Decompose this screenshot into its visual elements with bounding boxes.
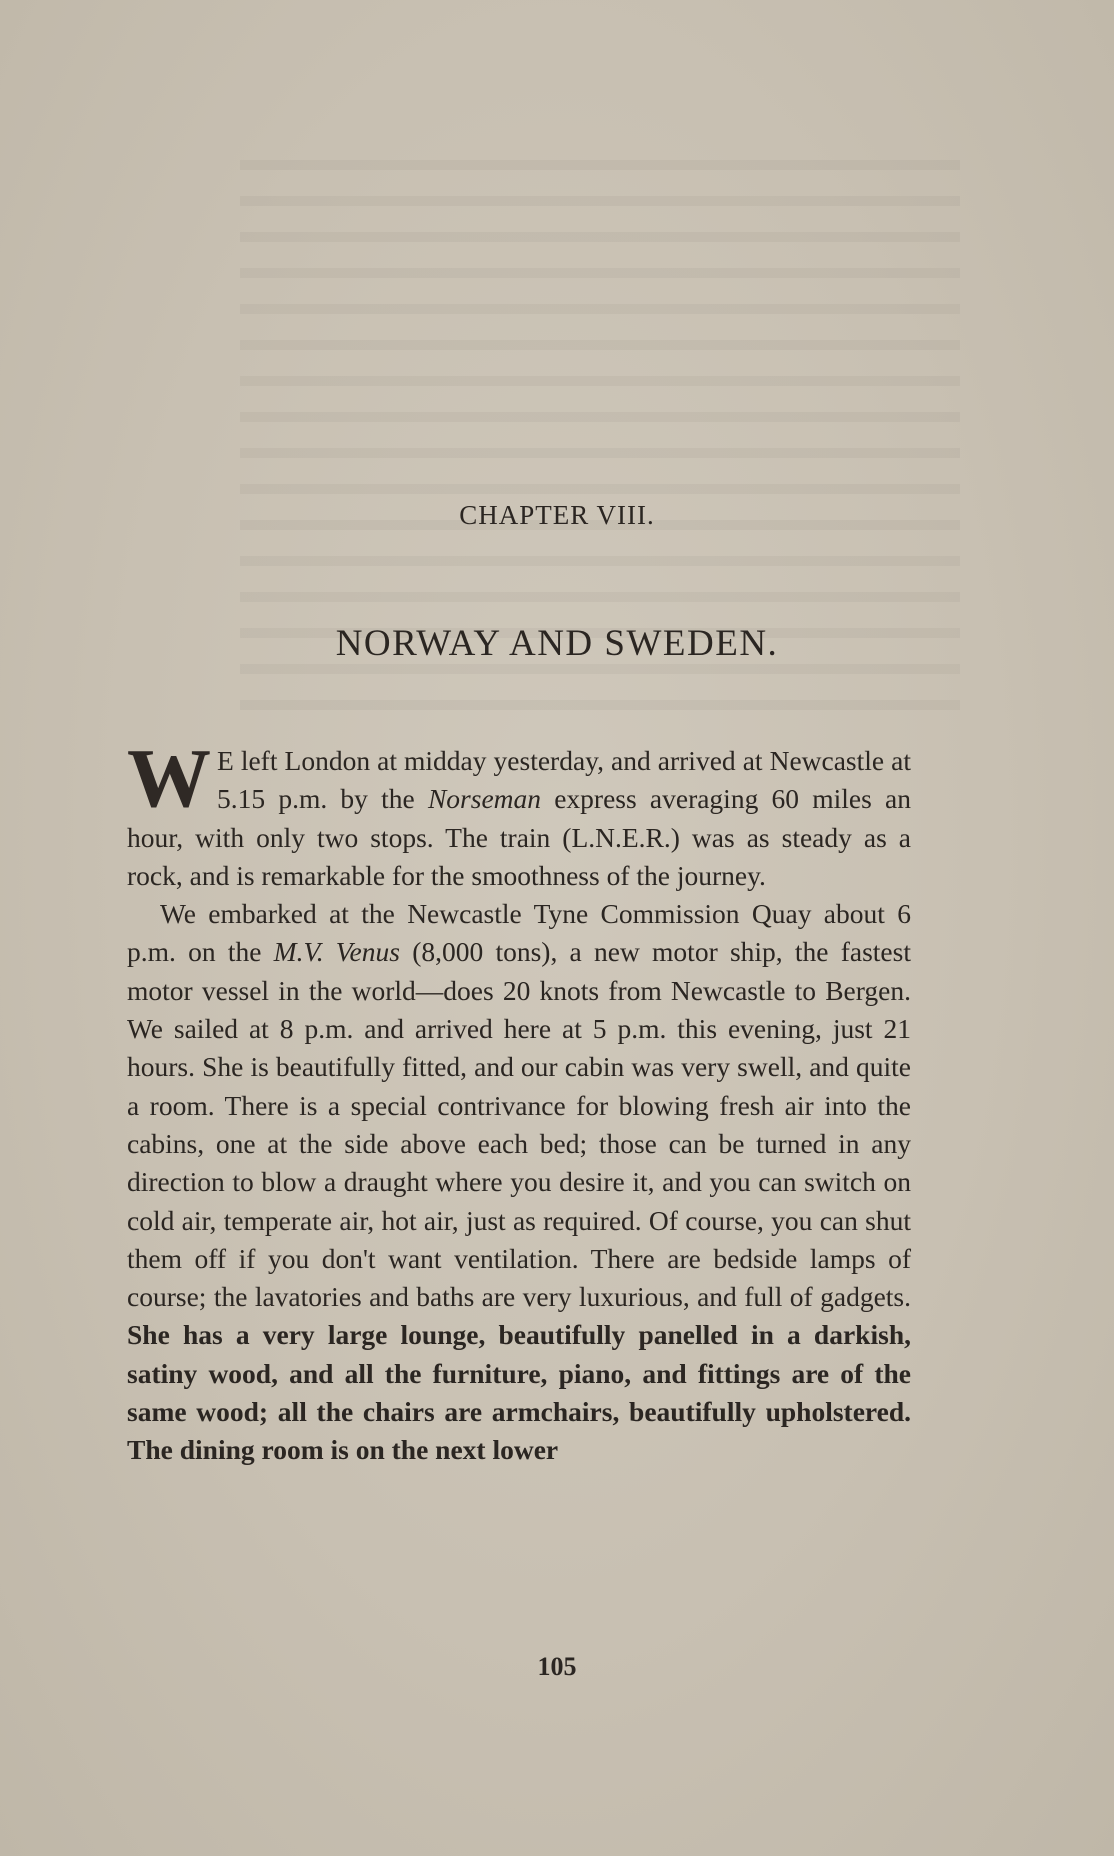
drop-cap: W: [127, 732, 211, 825]
paragraph-2-text-c: She has a very large lounge, beautifully panelled in a darkish, satiny wood, and all the furniture, piano, and fittings are of the same wood; all the chairs are armchairs, beautifully upholstered. The dining room is on the next lower: [127, 1319, 911, 1466]
page-number: 105: [537, 1652, 577, 1681]
train-name: Norseman: [427, 783, 542, 815]
paragraph-2-text-b: (8,000 tons), a new motor ship, the fastest motor vessel in the world—does 20 knots from Newcastle to Bergen. We sailed at 8 p.m. and arrived here at 5 p.m. this evening, just 21 hours. She is beautifully fitted, and our cabin was very swell, and quite a room. There is a special contrivance for blowing fresh air into the cabins, one at the side above each bed; those can be turned in any direction to blow a draught where you desire it, and you can switch on cold air, temperate air, hot air, just as required. Of course, you can shut them off if you don't want ventilation. There are bedside lamps of course; the lavatories and baths are very luxurious, and full of gadgets.: [127, 936, 911, 1313]
paragraph-1: [127, 732, 911, 895]
ship-name: M.V. Venus: [273, 936, 400, 968]
chapter-title: NORWAY AND SWEDEN.: [335, 623, 779, 664]
paragraph-2-text-a: We embarked at the Newcastle Tyne Commission Quay about 6 p.m. on the: [127, 898, 911, 968]
paragraph-1-text-a: E left London at midday yesterday, and arrived at Newcastle at 5.15 p.m. by the: [217, 745, 911, 815]
body-text: [127, 732, 911, 1470]
chapter-label: CHAPTER VIII.: [459, 500, 655, 530]
paragraph-1-text-b: express averaging 60 miles an hour, with only two stops. The train (L.N.E.R.) was as steady as a rock, and is remarkable for the smoothness of the journey.: [127, 783, 911, 891]
paragraph-2: [127, 895, 911, 1469]
